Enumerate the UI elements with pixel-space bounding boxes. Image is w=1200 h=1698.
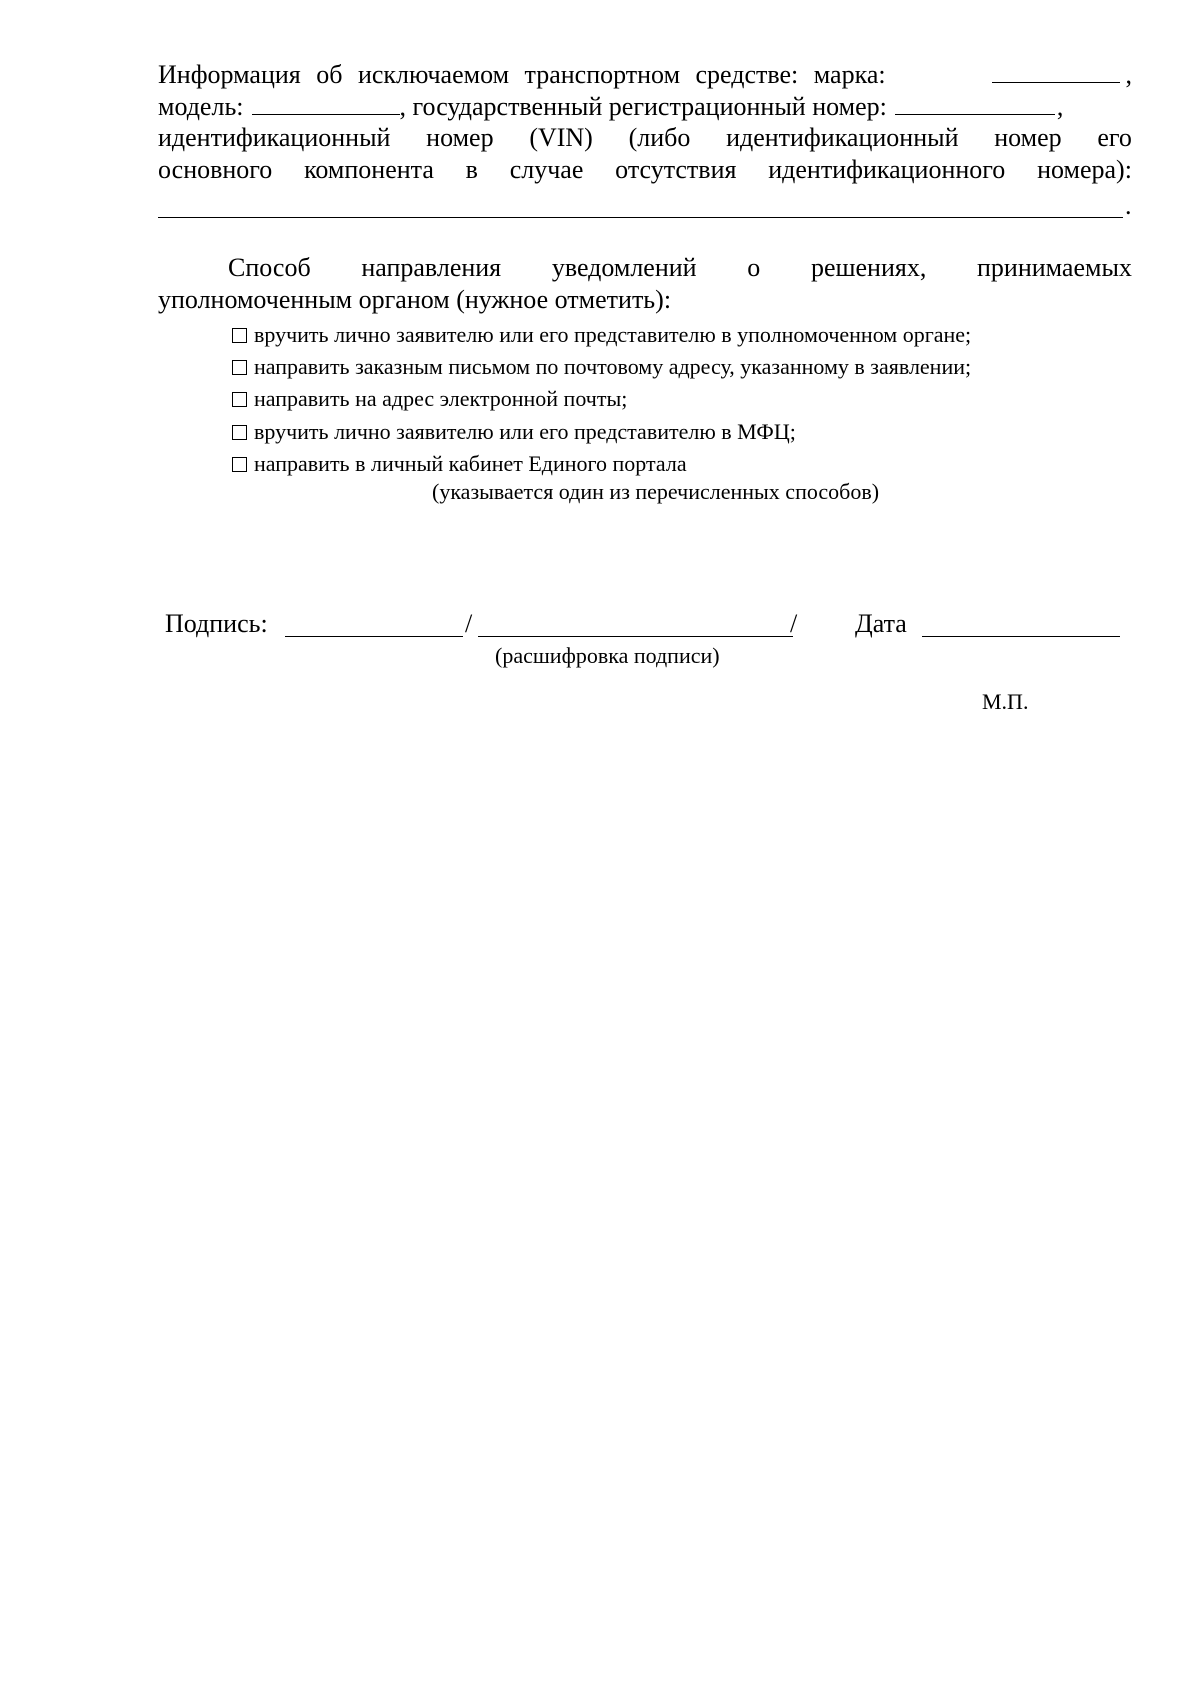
period: . bbox=[1125, 191, 1132, 220]
date-field[interactable] bbox=[922, 636, 1120, 637]
date-label: Дата bbox=[855, 609, 907, 638]
comma: , bbox=[1125, 60, 1132, 89]
checkbox[interactable] bbox=[232, 360, 247, 375]
notification-line-1 bbox=[228, 252, 1132, 284]
option-label: вручить лично заявителю или его представителю в МФЦ; bbox=[254, 419, 796, 444]
word: (либо bbox=[628, 123, 691, 152]
signature-decoding-note: (расшифровка подписи) bbox=[495, 643, 720, 668]
option-deliver-in-authority[interactable] bbox=[232, 321, 971, 349]
option-label: направить заказным письмом по почтовому адресу, указанному в заявлении; bbox=[254, 354, 972, 379]
word: случае bbox=[509, 155, 584, 184]
vehicle-make-label: Информация об исключаемом транспортном средстве: марка: bbox=[158, 60, 886, 89]
vehicle-model-label: модель: bbox=[158, 92, 244, 121]
option-label: направить в личный кабинет Единого портала bbox=[254, 451, 687, 476]
checkbox[interactable] bbox=[232, 425, 247, 440]
word: номер bbox=[426, 123, 494, 152]
option-label: вручить лично заявителю или его представителю в уполномоченном органе; bbox=[254, 322, 972, 347]
word: отсутствия bbox=[615, 155, 737, 184]
comma: , bbox=[1056, 92, 1064, 121]
word: (VIN) bbox=[529, 123, 593, 152]
signature-decoding-field[interactable] bbox=[478, 636, 793, 637]
vehicle-info-line-4 bbox=[158, 154, 1132, 186]
word: Способ bbox=[228, 253, 311, 282]
word: идентификационный bbox=[726, 123, 959, 152]
vehicle-reg-field[interactable] bbox=[895, 90, 1055, 115]
checkbox[interactable] bbox=[232, 392, 247, 407]
word: номера): bbox=[1037, 155, 1132, 184]
vehicle-model-field[interactable] bbox=[252, 90, 400, 115]
word: в bbox=[465, 155, 478, 184]
slash: / bbox=[790, 609, 798, 638]
word: его bbox=[1097, 123, 1132, 152]
checkbox[interactable] bbox=[232, 457, 247, 472]
slash: / bbox=[465, 609, 473, 638]
word: компонента bbox=[304, 155, 434, 184]
word: основного bbox=[158, 155, 273, 184]
option-label: направить на адрес электронной почты; bbox=[254, 386, 628, 411]
word: уведомлений bbox=[551, 253, 697, 282]
word: номер bbox=[994, 123, 1062, 152]
word: идентификационного bbox=[768, 155, 1006, 184]
word: направления bbox=[361, 253, 502, 282]
vehicle-info-line-2 bbox=[158, 90, 1132, 123]
vehicle-info-line-3 bbox=[158, 122, 1132, 154]
option-email[interactable] bbox=[232, 385, 627, 413]
vehicle-reg-label: , государственный регистрационный номер: bbox=[399, 92, 887, 121]
stamp-label: М.П. bbox=[982, 689, 1029, 714]
vin-field[interactable] bbox=[158, 217, 1123, 218]
word: решениях, bbox=[810, 253, 927, 282]
vehicle-info-line-1 bbox=[158, 58, 1132, 91]
option-portal-cabinet[interactable] bbox=[232, 450, 687, 478]
checkbox[interactable] bbox=[232, 328, 247, 343]
word: идентификационный bbox=[158, 123, 391, 152]
word: о bbox=[747, 253, 761, 282]
vehicle-make-field[interactable] bbox=[992, 58, 1120, 83]
signature-label: Подпись: bbox=[165, 609, 268, 638]
option-deliver-in-mfc[interactable] bbox=[232, 418, 796, 446]
options-note: (указывается один из перечисленных способов) bbox=[432, 479, 880, 504]
notification-line-2: уполномоченным органом (нужное отметить): bbox=[158, 285, 672, 314]
option-registered-mail[interactable] bbox=[232, 353, 971, 381]
word: принимаемых bbox=[977, 253, 1132, 282]
signature-field[interactable] bbox=[285, 636, 463, 637]
